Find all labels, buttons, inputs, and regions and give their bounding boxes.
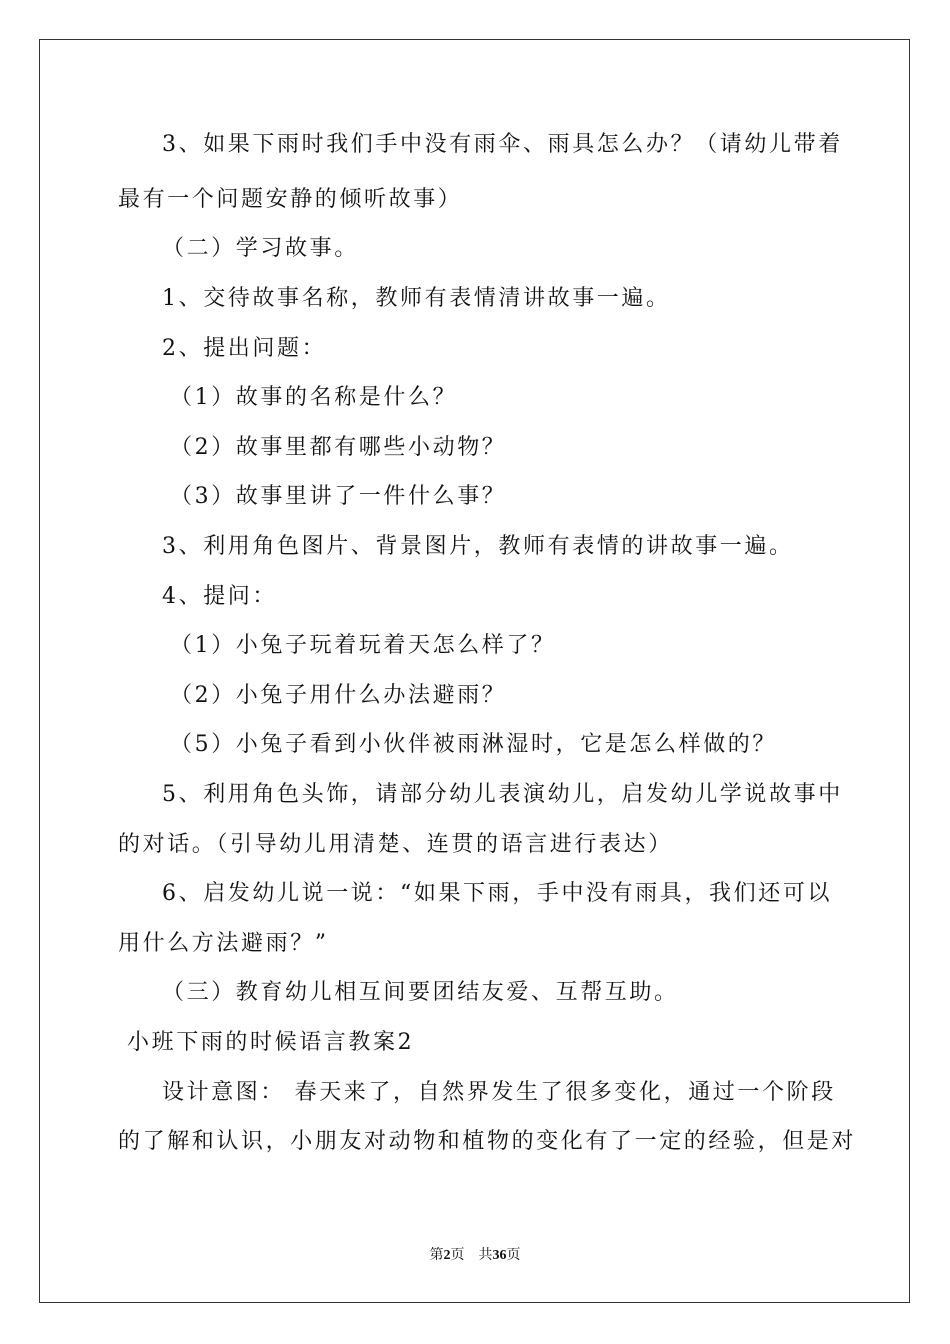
section-heading: （三）教育幼儿相互间要团结友爱、互帮互助。 — [162, 980, 679, 1005]
list-item: （1）小兔子玩着玩着天怎么样了？ — [170, 633, 556, 658]
list-item: （2）故事里都有哪些小动物？ — [170, 435, 507, 460]
page-current: 2 — [443, 1248, 451, 1263]
section-heading: （二）学习故事。 — [162, 236, 359, 261]
paragraph-line: 最有一个问题安静的倾听故事） — [118, 187, 463, 212]
paragraph-line: 用什么方法避雨？” — [118, 931, 329, 956]
list-item: （1）故事的名称是什么？ — [170, 385, 458, 410]
page-border — [39, 39, 910, 1303]
list-item: （2）小兔子用什么办法避雨？ — [170, 683, 507, 708]
page-suffix: 页 — [506, 1248, 521, 1263]
page-mid: 页 共 — [450, 1248, 493, 1263]
list-item: （3）故事里讲了一件什么事？ — [170, 484, 507, 509]
paragraph-line: 2、提出问题： — [162, 336, 327, 361]
paragraph-line: 5、利用角色头饰，请部分幼儿表演幼儿，启发幼儿学说故事中 — [162, 782, 843, 807]
lesson-title: 小班下雨的时候语言教案2 — [127, 1030, 415, 1055]
page-footer — [0, 1247, 950, 1265]
paragraph-line: 6、启发幼儿说一说：“如果下雨，手中没有雨具，我们还可以 — [162, 881, 833, 906]
paragraph-line: 4、提问： — [162, 584, 277, 609]
paragraph-line: 1、交待故事名称，教师有表情清讲故事一遍。 — [162, 286, 671, 311]
paragraph-line: 3、利用角色图片、背景图片，教师有表情的讲故事一遍。 — [162, 534, 794, 559]
list-item: （5）小兔子看到小伙伴被雨淋湿时，它是怎么样做的？ — [170, 732, 777, 757]
page-total: 36 — [492, 1248, 507, 1263]
paragraph-line: 3、如果下雨时我们手中没有雨伞、雨具怎么办？（请幼儿带着 — [162, 132, 843, 157]
paragraph-line: 的对话。（引导幼儿用清楚、连贯的语言进行表达） — [118, 832, 673, 857]
paragraph-line: 的了解和认识，小朋友对动物和植物的变化有了一定的经验，但是对 — [118, 1129, 857, 1154]
paragraph-line: 设计意图： 春天来了，自然界发生了很多变化，通过一个阶段 — [162, 1080, 836, 1105]
page-prefix: 第 — [429, 1248, 444, 1263]
